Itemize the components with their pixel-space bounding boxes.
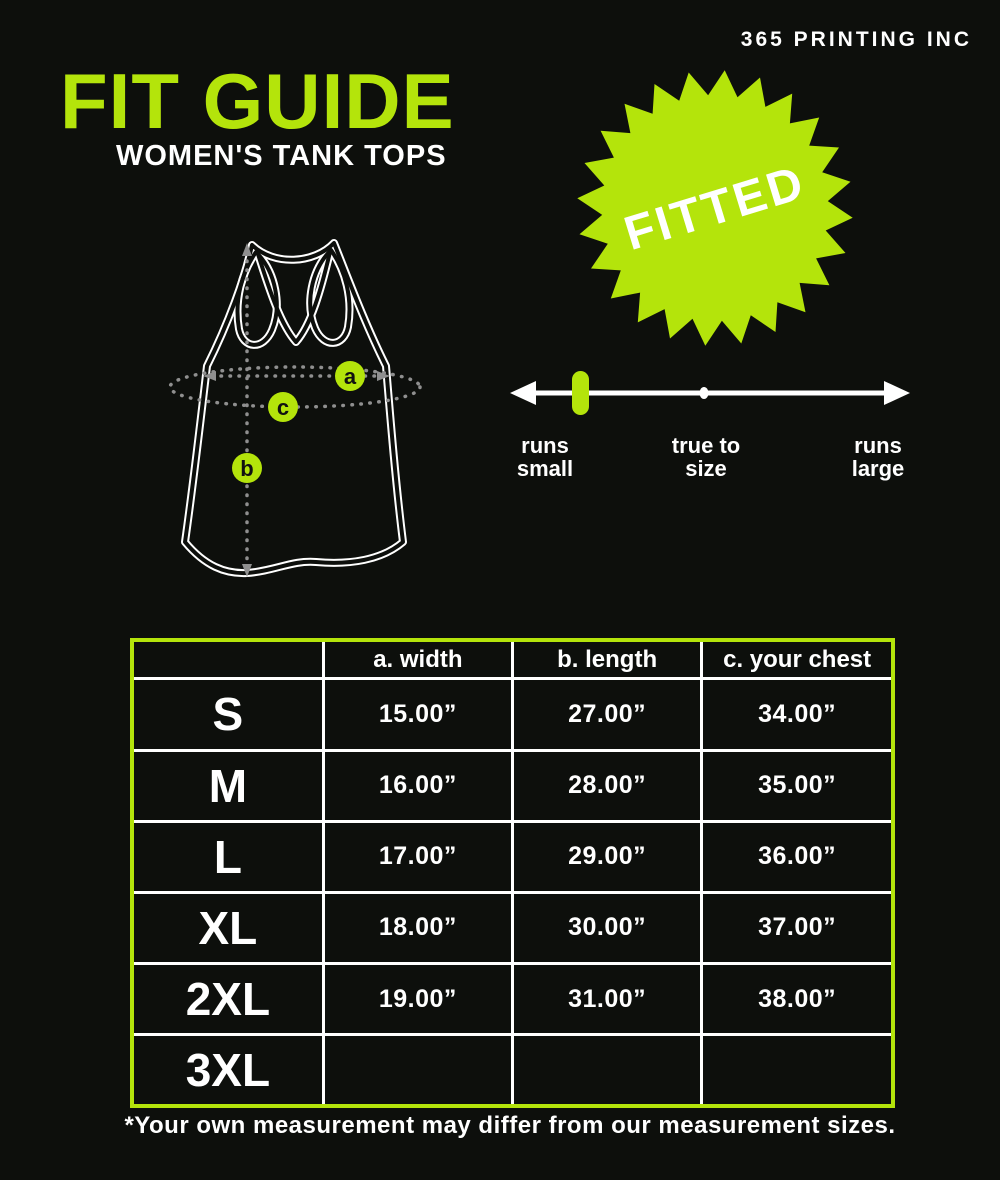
scale-label-true-to-size: true to size [671,433,741,481]
fit-scale [500,355,940,415]
header-length: b. length [513,642,702,679]
chest-value: 34.00” [702,679,891,750]
chest-value: 38.00” [702,964,891,1035]
size-label: 2XL [134,964,323,1035]
scale-arrow-right [884,381,910,405]
svg-text:c: c [276,395,290,420]
table-row [134,679,891,750]
length-value: 29.00” [513,821,702,892]
corner-cell [134,642,323,679]
table-row [134,964,891,1035]
marker-c [268,392,298,422]
header-chest: c. your chest [702,642,891,679]
width-value: 15.00” [323,679,512,750]
length-value: 31.00” [513,964,702,1035]
scale-arrow-left [510,381,536,405]
length-value: 27.00” [513,679,702,750]
width-value: 19.00” [323,964,512,1035]
width-value: 18.00” [323,892,512,963]
table-header-row [134,642,891,679]
size-label: M [134,750,323,821]
size-label: S [134,679,323,750]
size-table [134,642,891,1104]
size-table-container [130,638,895,1108]
fitted-badge-label: FITTED [618,155,812,261]
fit-position-marker [572,371,589,415]
fitted-badge [575,68,855,348]
table-row [134,750,891,821]
width-value: 16.00” [323,750,512,821]
chest-value: 37.00” [702,892,891,963]
page-title: FIT GUIDE [60,57,455,145]
width-value: 17.00” [323,821,512,892]
brand-name: 365 PRINTING INC [740,28,972,51]
true-to-size-dot [700,387,709,399]
marker-a [335,361,365,391]
table-row [134,821,891,892]
size-label: XL [134,892,323,963]
width-value [323,1035,512,1104]
chest-value: 35.00” [702,750,891,821]
scale-label-runs-large: runs large [851,433,905,481]
length-value: 30.00” [513,892,702,963]
chest-value: 36.00” [702,821,891,892]
svg-text:b: b [240,456,254,481]
scale-label-runs-small: runs small [516,433,574,481]
tank-top-diagram [150,230,450,600]
table-row [134,892,891,963]
size-label: L [134,821,323,892]
header-width: a. width [323,642,512,679]
marker-b [232,453,262,483]
length-value: 28.00” [513,750,702,821]
chest-value [702,1035,891,1104]
page-subtitle: WOMEN'S TANK TOPS [116,140,447,172]
measurement-disclaimer: *Your own measurement may differ from our measurement sizes. [124,1112,896,1139]
svg-text:a: a [343,364,357,389]
length-value [513,1035,702,1104]
table-row [134,1035,891,1104]
size-label: 3XL [134,1035,323,1104]
